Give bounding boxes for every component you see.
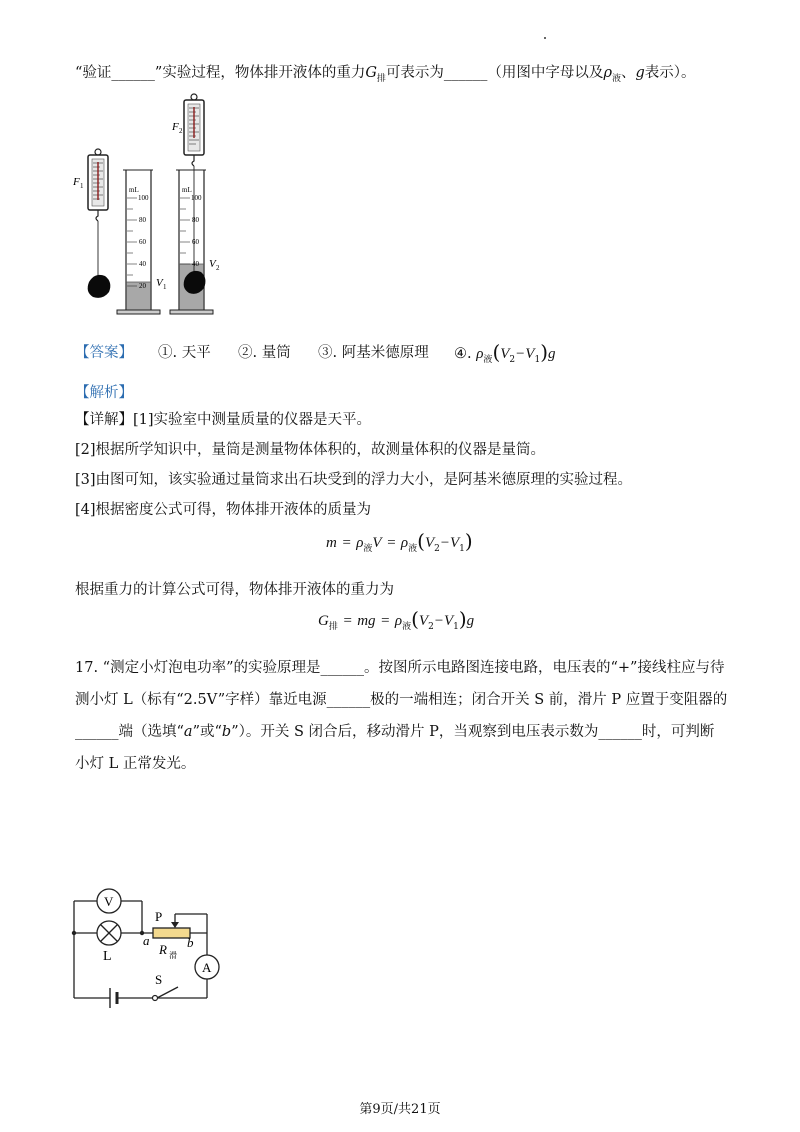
eq1-V1-sub: 1 <box>459 544 465 554</box>
eq2-mg: mg <box>357 613 376 629</box>
unit-ml-left: mL <box>129 186 139 194</box>
label-L: L <box>103 949 112 964</box>
eq2-V1: V <box>443 613 454 629</box>
eq2-minus: − <box>433 613 444 629</box>
eq2-rho-sub: 液 <box>402 622 412 632</box>
eq2-lparen: ( <box>411 607 419 631</box>
label-A: A <box>202 960 212 975</box>
label-a: a <box>143 933 150 948</box>
equation-gravity <box>318 608 474 633</box>
eq1-rho-sub: 液 <box>363 544 373 554</box>
q17-option-a: a <box>183 724 193 740</box>
analysis-tag: 【解析】 <box>75 385 133 401</box>
symbol-G: G <box>365 65 377 81</box>
measuring-cylinder-left <box>117 170 160 314</box>
symbol-rho: ρ <box>603 65 612 81</box>
label-R: R <box>159 942 167 957</box>
rheostat-symbol <box>153 928 190 938</box>
spring-balance-left <box>88 149 111 298</box>
answer-3: ③. 阿基米德原理 <box>318 345 429 361</box>
experiment-figure <box>65 92 235 322</box>
tick-40-left: 40 <box>139 260 146 268</box>
top-text-4: 表示）。 <box>644 65 696 81</box>
question-line-top <box>75 63 696 85</box>
tick-60-left: 60 <box>139 238 146 246</box>
label-V1: V <box>156 277 163 289</box>
eq1-equals-2: = <box>386 535 397 551</box>
q17-line-4: 小灯 L 正常发光。 <box>75 756 196 772</box>
answer-4-minus: − <box>515 346 526 362</box>
tick-80-left: 80 <box>139 216 146 224</box>
eq1-V: V <box>372 535 382 551</box>
q17-line-1: 17. “测定小灯泡电功率”的实验原理是______。按图所示电路图连接电路，电压表的“+”接线柱应与待 <box>75 660 725 676</box>
top-text-1: “验证______”实验过程，物体排开液体的重力 <box>75 65 366 81</box>
analysis-line-2: [2]根据所学知识中，量筒是测量物体体积的，故测量体积的仪器是量筒。 <box>75 442 546 458</box>
tick-40-right: 40 <box>192 260 199 268</box>
analysis-line-3: [3]由图可知，该实验通过量筒求出石块受到的浮力大小，是阿基米德原理的实验过程。 <box>75 472 633 488</box>
eq2-V2-sub: 2 <box>428 622 434 632</box>
q17-line-3 <box>75 722 714 742</box>
circuit-diagram <box>60 878 230 1018</box>
answer-4-rho: ρ <box>476 346 484 362</box>
q17-line-2: 测小灯 L（标有“2.5V”字样）靠近电源______极的一端相连；闭合开关 S 前，滑片 P 应置于变阻器的 <box>75 692 728 708</box>
analysis-line-1: 【详解】[1]实验室中测量质量的仪器是天平。 <box>75 412 372 428</box>
answer-4 <box>454 341 556 366</box>
answer-4-num: ④. <box>454 346 472 362</box>
answer-4-rparen: ) <box>540 340 548 364</box>
analysis-line-5: 根据重力的计算公式可得，物体排开液体的重力为 <box>75 582 394 598</box>
tick-20-left: 20 <box>139 282 146 290</box>
eq1-rho-2: ρ <box>400 535 409 551</box>
answer-4-V2: V <box>500 346 510 362</box>
eq1-minus: − <box>439 535 450 551</box>
analysis-line-4: [4]根据密度公式可得，物体排开液体的质量为 <box>75 502 372 518</box>
equation-mass <box>326 530 473 555</box>
symbol-g: g <box>635 65 645 81</box>
tick-80-right: 80 <box>192 216 199 224</box>
eq2-V1-sub: 1 <box>453 622 459 632</box>
eq2-G-sub: 排 <box>328 622 338 632</box>
tick-100-left: 100 <box>138 194 149 202</box>
answer-2: ②. 量筒 <box>238 345 291 361</box>
label-F1-sub: 1 <box>80 182 84 190</box>
eq2-G: G <box>318 613 329 629</box>
answer-4-lparen: ( <box>492 340 501 364</box>
answer-4-rho-sub: 液 <box>483 355 493 365</box>
eq2-rho: ρ <box>394 613 403 629</box>
label-F2-sub: 2 <box>179 127 183 135</box>
eq2-equals: = <box>342 613 353 629</box>
label-F2: F <box>172 121 179 133</box>
eq1-m: m <box>326 535 337 551</box>
label-V2-sub: 2 <box>216 264 220 272</box>
top-text-2: 可表示为______（用图中字母以及 <box>385 65 604 81</box>
answer-4-V1-sub: 1 <box>534 355 541 365</box>
eq1-V2-sub: 2 <box>434 544 440 554</box>
measuring-cylinder-right <box>170 166 213 314</box>
top-text-3: 、 <box>620 65 636 81</box>
eq1-V2: V <box>424 535 435 551</box>
eq2-rparen: ) <box>458 607 467 631</box>
tick-100-right: 100 <box>191 194 202 202</box>
eq2-g: g <box>466 613 475 629</box>
page-footer: 第9页/共21页 <box>359 1102 441 1117</box>
answer-4-V2-sub: 2 <box>509 355 516 365</box>
eq1-rho-2-sub: 液 <box>408 544 418 554</box>
unit-ml-right: mL <box>182 186 192 194</box>
eq1-rparen: ) <box>464 529 473 553</box>
tick-60-right: 60 <box>192 238 199 246</box>
q17-line-3a: ______端（选填“ <box>75 724 184 740</box>
scan-dot <box>544 37 546 39</box>
q17-line-3c: ”）。开关 S 闭合后，移动滑片 P，当观察到电压表示数为______时，可判断 <box>231 724 715 740</box>
label-V2: V <box>209 258 216 270</box>
answer-tag: 【答案】 <box>75 345 133 361</box>
q17-line-3b: ”或“ <box>192 724 222 740</box>
spring-balance-right <box>184 94 204 166</box>
symbol-rho-sub: 液 <box>611 74 621 84</box>
label-F1: F <box>73 176 80 188</box>
label-V: V <box>104 894 114 909</box>
label-P: P <box>155 909 163 924</box>
eq2-V2: V <box>418 613 429 629</box>
q17-option-b: b <box>221 724 232 740</box>
label-V1-sub: 1 <box>163 283 167 291</box>
eq1-V1: V <box>449 535 460 551</box>
symbol-G-sub: 排 <box>376 74 386 84</box>
eq1-lparen: ( <box>417 529 425 553</box>
eq1-equals: = <box>341 535 352 551</box>
eq2-equals-2: = <box>380 613 391 629</box>
answer-1: ①. 天平 <box>158 345 211 361</box>
answer-4-V1: V <box>525 346 535 362</box>
label-R-sub: 滑 <box>169 951 177 960</box>
answer-4-g: g <box>548 346 556 362</box>
label-S: S <box>155 972 163 987</box>
label-b: b <box>187 935 194 950</box>
eq1-rho: ρ <box>356 535 364 551</box>
